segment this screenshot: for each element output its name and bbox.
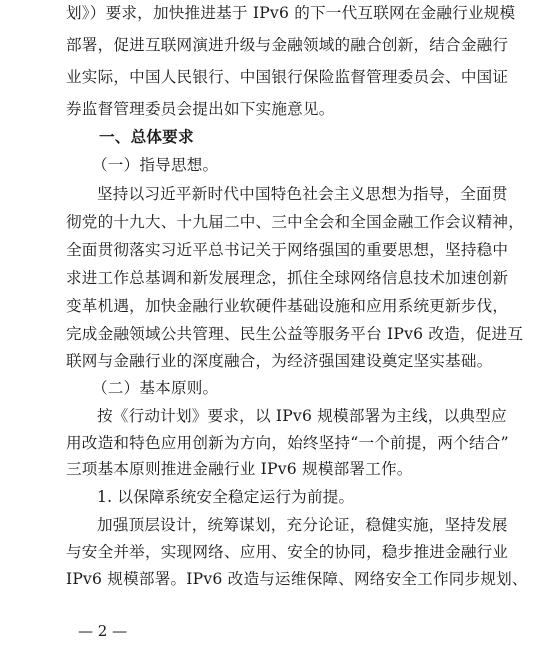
body-text-line: 业实际，中国人民银行、中国银行保险监督管理委员会、中国证: [66, 68, 509, 86]
paragraph-first-line: 坚持以习近平新时代中国特色社会主义思想为指导，全面贯: [97, 185, 508, 203]
body-text-line: 完成金融领域公共管理、民生公益等服务平台 IPv6 改造，促进互: [66, 325, 524, 343]
body-text-line: 三项基本原则推进金融行业 IPv6 规模部署工作。: [66, 460, 413, 478]
body-text-line: 划》）要求，加快推进基于 IPv6 的下一代互联网在金融行业规模: [66, 4, 516, 22]
body-text-line: 部署，促进互联网演进升级与金融领域的融合创新，结合金融行: [66, 36, 509, 54]
paragraph-first-line: 按《行动计划》要求，以 IPv6 规模部署为主线，以典型应: [97, 407, 507, 425]
body-text-line: 券监督管理委员会提出如下实施意见。: [66, 100, 335, 118]
page-number: — 2 —: [78, 622, 128, 640]
body-text-line: 求进工作总基调和新发展理念，抓住全球网络信息技术加速创新: [66, 269, 509, 287]
body-text-line: 全面贯彻落实习近平总书记关于网络强国的重要思想，坚持稳中: [66, 241, 509, 259]
body-text-line: 用改造和特色应用创新为方向，始终坚持“一个前提，两个结合”: [66, 434, 509, 452]
subsection-heading: （二）基本原则。: [92, 379, 219, 397]
body-text-line: 与安全并举，实现网络、应用、安全的协同，稳步推进金融行业: [66, 543, 509, 561]
body-text-line: IPv6 规模部署。IPv6 改造与运维保障、网络安全工作同步规划、: [66, 570, 528, 588]
body-text-line: 变革机遇，加快金融行业软硬件基础设施和应用系统更新步伐，: [66, 297, 509, 315]
body-text-line: 彻党的十九大、十九届二中、三中全会和全国金融工作会议精神，: [66, 213, 525, 231]
list-item-heading: 1. 以保障系统安全稳定运行为前提。: [97, 488, 355, 506]
paragraph-first-line: 加强顶层设计，统筹谋划，充分论证，稳健实施，坚持发展: [97, 516, 508, 534]
subsection-heading: （一）指导思想。: [92, 156, 219, 174]
section-heading: 一、总体要求: [99, 127, 194, 146]
body-text-line: 联网与金融行业的深度融合，为经济强国建设奠定坚实基础。: [66, 352, 493, 370]
